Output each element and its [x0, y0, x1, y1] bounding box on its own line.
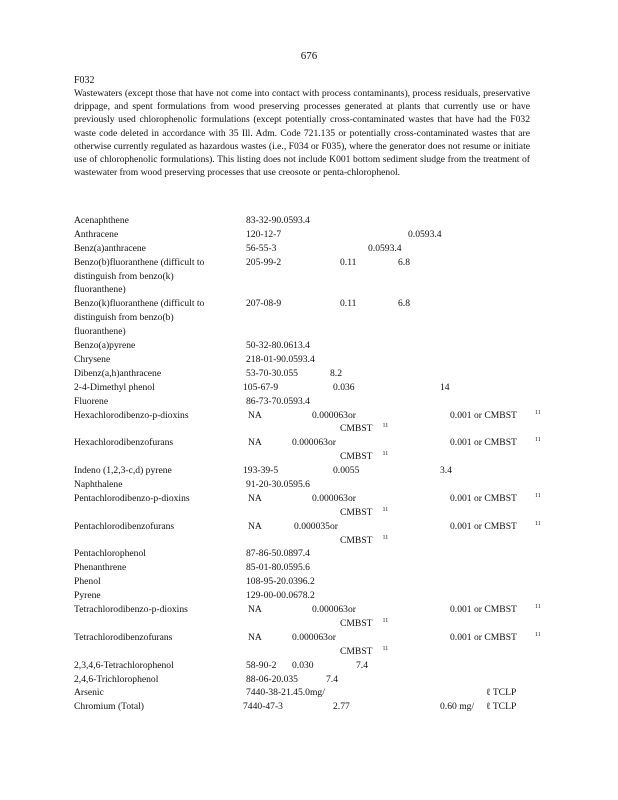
constituent-name: Dibenz(a,h)anthracene — [74, 367, 162, 379]
constituent-table — [0, 214, 618, 714]
table-cell: 56-55-3 — [246, 242, 277, 254]
table-cell: CMBST $^{11}$ — [340, 534, 389, 546]
table-cell: 83-32-90.0593.4 — [246, 215, 310, 226]
table-cell: 87-86-50.0897.4 — [246, 548, 310, 560]
footnote-marker: 11 — [382, 506, 389, 513]
constituent-name: Pyrene — [74, 590, 101, 602]
table-cell: 0.000063or — [292, 437, 336, 449]
table-cell: 7.4 — [326, 673, 338, 685]
footnote-marker: 11 — [535, 520, 541, 527]
table-cell: 105-67-9 — [243, 381, 279, 393]
table-cell: NA — [248, 492, 262, 504]
waste-description: Wastewaters (except those that have not come into contact with process contaminants), process residuals, preservative drippage, and spent formulations from wood preserving processes generated at plants that currently use or have previously used chlorophenolic formulations (except potentially cross-contaminated wastes that have had the F032 waste code deleted in accordance with 35 Ill. Adm. Code 721.135 or potentially cross-contaminated wastes that are otherwise currently regulated as hazardous wastes (i.e., F034 or F035), where the generator does not resume or initiate use of chlorophenolic formulations). This listing does not include K001 bottom sediment sludge from the treatment of wastewater from wood preserving processes that use creosote or penta-chlorophenol. — [74, 88, 530, 179]
constituent-name: Benzo(a)pyrene — [74, 340, 136, 352]
table-row — [0, 547, 618, 561]
table-cell: 193-39-5 — [243, 465, 279, 477]
table-cell: 2.77 — [333, 701, 350, 713]
table-cell: 0.001 or CMBST — [450, 631, 517, 643]
table-cell: 53-70-30.055 — [246, 367, 298, 379]
table-cell: NA — [248, 604, 262, 616]
table-cell: 6.8 — [398, 298, 410, 310]
table-row — [0, 603, 618, 631]
table-cell: 0.030 — [292, 659, 314, 671]
table-row — [0, 214, 618, 228]
table-cell: NA — [248, 437, 262, 449]
table-cell: 0.000063or — [312, 492, 356, 504]
table-cell: 0.000035or — [294, 520, 338, 532]
table-cell: 0.001 or CMBST — [450, 409, 517, 421]
table-cell: 0.036 — [333, 381, 355, 393]
constituent-name: Naphthalene — [74, 478, 123, 490]
table-cell: ℓ TCLP — [486, 687, 517, 699]
table-cell: 14 — [440, 381, 450, 393]
footnote-marker: 11 — [382, 451, 389, 458]
constituent-name: Fluorene — [74, 395, 109, 407]
table-cell: 120-12-7 — [246, 228, 282, 240]
table-cell: 7440-38-21.45.0mg/ — [246, 687, 325, 699]
constituent-name: Hexachlorodibenzofurans — [74, 437, 174, 449]
table-cell: 205-99-2 — [246, 256, 282, 268]
table-cell: 0.0055 — [333, 465, 360, 477]
constituent-name: Tetrachlorodibenzo-p-dioxins — [74, 604, 188, 616]
table-cell: CMBST $^{11}$ — [340, 617, 389, 629]
table-row — [0, 492, 618, 520]
table-row — [0, 297, 618, 339]
table-cell: 50-32-80.0613.4 — [246, 340, 310, 352]
table-cell: 7440-47-3 — [243, 701, 283, 713]
table-row — [0, 436, 618, 464]
footnote-marker: 11 — [382, 617, 389, 624]
table-cell: 0.11 — [340, 298, 357, 310]
constituent-name: Hexachlorodibenzo-p-dioxins — [74, 409, 189, 421]
footnote-marker: 11 — [382, 423, 389, 430]
table-row — [0, 686, 618, 700]
table-cell: 88-06-20.035 — [246, 673, 298, 685]
table-cell: 218-01-90.0593.4 — [246, 353, 315, 365]
constituent-name: Pentachlorodibenzofurans — [74, 520, 175, 532]
constituent-name: Anthracene — [74, 228, 119, 240]
waste-code-heading: F032 — [74, 75, 95, 86]
footnote-marker: 11 — [382, 534, 389, 541]
constituent-name: Benz(a)anthracene — [74, 242, 146, 254]
table-cell: 7.4 — [356, 659, 368, 671]
constituent-name: Arsenic — [74, 687, 104, 699]
page-number: 676 — [300, 50, 318, 62]
table-row — [0, 464, 618, 478]
table-cell: 3.4 — [440, 465, 452, 477]
table-row — [0, 659, 618, 673]
table-cell: 85-01-80.0595.6 — [246, 562, 310, 574]
table-row — [0, 631, 618, 659]
table-cell: 0.001 or CMBST — [450, 520, 517, 532]
footnote-marker: 11 — [535, 437, 541, 444]
table-row — [0, 367, 618, 381]
table-cell: 0.0593.4 — [408, 228, 442, 240]
constituent-name: Phenol — [74, 576, 101, 588]
constituent-name: Pentachlorodibenzo-p-dioxins — [74, 492, 190, 504]
table-cell: 108-95-20.0396.2 — [246, 576, 315, 588]
constituent-name: Benzo(k)fluoranthene (difficult to distinguish from benzo(b) fluoranthene) — [74, 298, 205, 338]
constituent-name: Pentachlorophenol — [74, 548, 146, 560]
table-cell: CMBST $^{11}$ — [340, 423, 389, 435]
table-row — [0, 700, 618, 714]
table-cell: CMBST $^{11}$ — [340, 451, 389, 463]
table-cell: CMBST $^{11}$ — [340, 506, 389, 518]
constituent-name: Acenaphthene — [74, 215, 129, 226]
table-cell: 8.2 — [330, 367, 342, 379]
constituent-name: Chrysene — [74, 353, 111, 365]
footnote-marker: 11 — [535, 409, 541, 416]
table-row — [0, 673, 618, 687]
table-row — [0, 409, 618, 437]
constituent-name: 2,3,4,6-Tetrachlorophenol — [74, 659, 174, 671]
footnote-marker: 11 — [535, 604, 541, 611]
constituent-name: Chromium (Total) — [74, 701, 144, 713]
table-cell: 207-08-9 — [246, 298, 282, 310]
table-cell: 0.001 or CMBST — [450, 492, 517, 504]
table-cell: ℓ TCLP — [486, 701, 517, 713]
table-cell: 0.000063or — [312, 604, 356, 616]
table-row — [0, 575, 618, 589]
table-row — [0, 381, 618, 395]
table-cell: 91-20-30.0595.6 — [246, 478, 310, 490]
table-cell: 129-00-00.0678.2 — [246, 590, 315, 602]
constituent-name: Indeno (1,2,3-c,d) pyrene — [74, 465, 172, 477]
footnote-marker: 11 — [382, 645, 389, 652]
constituent-name: Benzo(b)fluoranthene (difficult to distinguish from benzo(k) fluoranthene) — [74, 256, 205, 296]
table-cell: 58-90-2 — [246, 659, 277, 671]
table-cell: 0.001 or CMBST — [450, 437, 517, 449]
table-cell: 0.0593.4 — [368, 242, 402, 254]
constituent-name: 2,4,6-Trichlorophenol — [74, 673, 159, 685]
footnote-marker: 11 — [535, 631, 541, 638]
table-cell: 0.11 — [340, 256, 357, 268]
table-cell: 0.000063or — [292, 631, 336, 643]
table-row — [0, 353, 618, 367]
table-cell: NA — [248, 520, 262, 532]
table-cell: NA — [248, 631, 262, 643]
table-row — [0, 395, 618, 409]
table-row — [0, 478, 618, 492]
constituent-name: 2-4-Dimethyl phenol — [74, 381, 155, 393]
table-row — [0, 561, 618, 575]
table-row — [0, 339, 618, 353]
table-cell: 0.001 or CMBST — [450, 604, 517, 616]
table-cell: 0.000063or — [312, 409, 356, 421]
table-row — [0, 520, 618, 548]
footnote-marker: 11 — [535, 492, 541, 499]
table-cell: 0.60 mg/ — [440, 701, 475, 713]
table-cell: CMBST $^{11}$ — [340, 645, 389, 657]
table-cell: 86-73-70.0593.4 — [246, 395, 310, 407]
table-row — [0, 589, 618, 603]
table-row — [0, 228, 618, 242]
table-row — [0, 242, 618, 256]
table-cell: NA — [248, 409, 262, 421]
table-row — [0, 256, 618, 298]
constituent-name: Phenanthrene — [74, 562, 127, 574]
table-cell: 6.8 — [398, 256, 410, 268]
constituent-name: Tetrachlorodibenzofurans — [74, 631, 173, 643]
